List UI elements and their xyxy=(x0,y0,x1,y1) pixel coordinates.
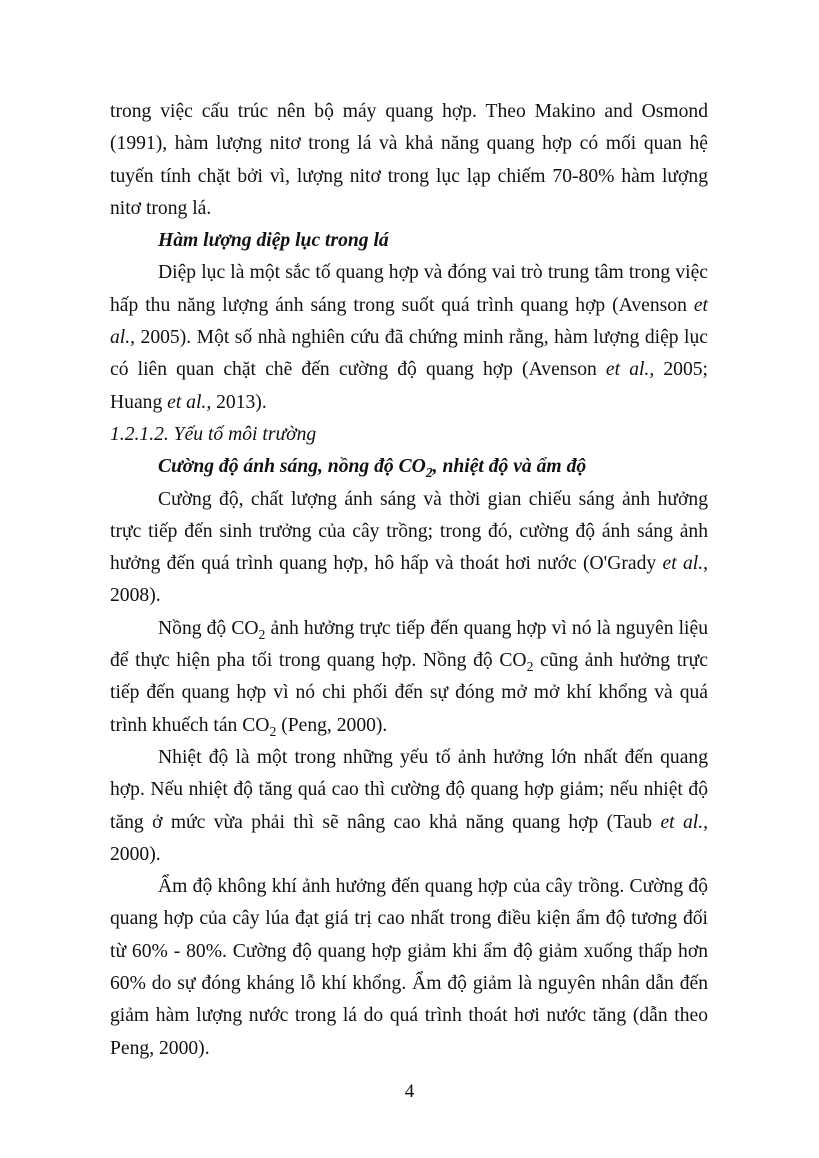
heading-environment-factors xyxy=(110,451,708,483)
subscript: 2 xyxy=(526,658,534,674)
text-run: cũng ảnh hưởng trực tiếp đến quang hợp vì nó chi phối đến sự đóng mở mở khí khổng và quá trình khuếch tán CO xyxy=(110,650,708,736)
text-run: 2005). Một số nhà nghiên cứu đã chứng minh rằng, hàm lượng diệp lục có liên quan chặt chẽ đến cường độ quang hợp (Avenson xyxy=(110,327,708,381)
heading-chlorophyll: Hàm lượng diệp lục trong lá xyxy=(158,230,389,252)
subscript: 2 xyxy=(258,626,266,642)
text-run: (Peng, 2000). xyxy=(276,714,388,736)
paragraph-chlorophyll xyxy=(110,257,708,418)
text-run: Nhiệt độ là một trong những yếu tố ảnh hưởng lớn nhất đến quang hợp. Nếu nhiệt độ tăng quá cao thì cường độ quang hợp giảm; nếu nhiệt độ tăng ở mức vừa phải thì sẽ nâng cao khả năng quang hợp (Taub xyxy=(110,746,708,833)
citation-etal: et al., xyxy=(110,294,708,349)
text-run: 2000). xyxy=(110,843,161,865)
text-run: Cường độ, chất lượng ánh sáng và thời gian chiếu sáng ảnh hưởng trực tiếp đến sinh trưởng của cây trồng; trong đó, cường độ ánh sáng ảnh hưởng đến quá trình quang hợp, hô hấp và thoát hơi nước (O'Grady xyxy=(110,488,708,575)
citation-etal: et al. xyxy=(662,553,704,575)
text-run: Diệp lục là một sắc tố quang hợp và đóng vai trò trung tâm trong việc hấp thu năng lượng ánh sáng trong suốt quá trình quang hợp (Avenson xyxy=(110,262,708,316)
paragraph-co2 xyxy=(110,613,708,742)
subscript: 2 xyxy=(269,723,277,739)
heading-part: Cường độ ánh sáng, nồng độ CO xyxy=(158,456,426,478)
subscript: 2 xyxy=(425,465,433,481)
citation-etal: et al., xyxy=(167,391,212,413)
text-run: 2013). xyxy=(211,391,267,413)
section-heading: 1.2.1.2. Yếu tố môi trường xyxy=(110,423,317,445)
paragraph-nitrogen: trong việc cấu trúc nên bộ máy quang hợp. Theo Makino and Osmond (1991), hàm lượng nitơ trong lá và khả năng quang hợp có mối quan hệ tuyến tính chặt bởi vì, lượng nitơ trong lục lạp chiếm 70-80% hàm lượng nitơ trong lá. xyxy=(110,101,708,219)
paragraph-light xyxy=(110,484,708,613)
text-run: 2005; Huang xyxy=(110,359,708,413)
heading-part: , nhiệt độ và ẩm độ xyxy=(432,456,587,478)
text-run: Nồng độ CO xyxy=(158,617,259,639)
page-number: 4 xyxy=(404,1081,415,1102)
text-run: , 2008). xyxy=(110,553,708,607)
document-page xyxy=(110,96,708,1065)
text-run: ảnh hưởng trực tiếp đến quang hợp vì nó là nguyên liệu để thực hiện pha tối trong quang hợp. Nồng độ CO xyxy=(110,617,708,672)
citation-etal: et al., xyxy=(660,811,709,833)
paragraph-temperature xyxy=(110,742,708,871)
paragraph-humidity: Ẩm độ không khí ảnh hưởng đến quang hợp của cây trồng. Cường độ quang hợp của cây lúa đạt giá trị cao nhất trong điều kiện ẩm độ tương đối từ 60% - 80%. Cường độ quang hợp giảm khi ẩm độ giảm xuống thấp hơn 60% do sự đóng kháng lỗ khí khổng. Ẩm độ giảm là nguyên nhân dẫn đến giảm hàm lượng nước trong lá do quá trình thoát hơi nước tăng (dẫn theo Peng, 2000). xyxy=(110,876,708,1059)
citation-etal: et al., xyxy=(605,359,655,381)
